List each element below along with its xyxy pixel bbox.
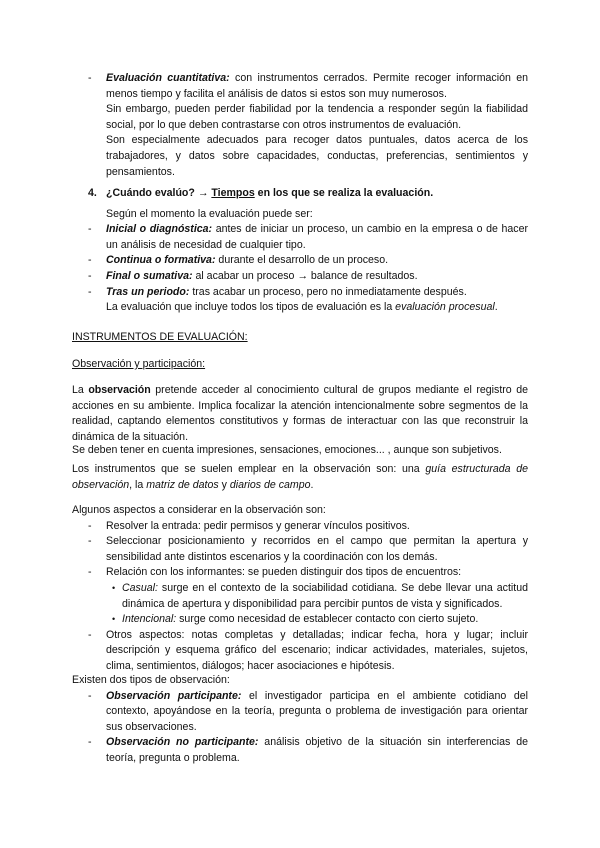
encounter-term: Casual: — [122, 581, 158, 594]
obs-p3-mid-2: y — [218, 478, 230, 491]
obs-p3-mid-1: , la — [129, 478, 147, 491]
eval-cuantitativa-item — [72, 71, 528, 102]
q4-heading — [72, 186, 528, 202]
q4-number: 4. — [88, 187, 97, 199]
aspect-item — [72, 628, 528, 675]
dash-bullet: - — [88, 72, 92, 84]
dash-bullet: - — [88, 254, 92, 267]
aspect-item — [72, 565, 528, 581]
q4-item — [72, 269, 528, 285]
eval-cuantitativa-section — [72, 71, 528, 180]
q4-closing-term: evaluación procesual — [395, 301, 495, 314]
aspect-item — [72, 534, 528, 565]
obs-p1-pre: La — [72, 384, 89, 396]
q4-closing — [72, 300, 528, 316]
types-intro: Existen dos tipos de observación: — [72, 674, 230, 686]
q4-item-term: Inicial o diagnóstica: — [106, 223, 213, 236]
q4-item-text: tras acabar un proceso, pero no inmediatamente después. — [189, 285, 467, 298]
eval-cuantitativa-text: con instrumentos cerrados. Permite recoger información en menos tiempo y facilita el análisis de datos si estos son muy numerosos. — [106, 72, 528, 100]
type-item — [72, 689, 528, 736]
dash-bullet: - — [88, 269, 92, 282]
dash-bullet: - — [88, 628, 92, 641]
q4-item-text: al acabar un proceso → balance de resultados. — [192, 269, 418, 282]
obs-p3-term-1: guía estructurada de observación — [72, 463, 528, 491]
aspects-intro: Algunos aspectos a considerar en la observación son: — [72, 504, 326, 516]
dash-bullet: - — [88, 535, 92, 548]
dash-bullet: - — [88, 519, 92, 532]
q4-item-text: antes de iniciar un proceso, un cambio en la empresa o de hacer un análisis de necesidad de cualquier tipo. — [106, 223, 528, 251]
type-item — [72, 735, 528, 766]
obs-p1-term: observación — [88, 384, 151, 396]
dash-bullet: - — [88, 736, 92, 749]
obs-p1-post: pretende acceder al conocimiento cultural de grupos mediante el registro de acciones en su ambiente. Implica focalizar la atención intencionalmente sobre segmentos de la realidad, captando elementos constitutivos y formas de interactuar con las que reconstruir la dinámica de la situación. — [72, 384, 529, 443]
q4-item — [72, 222, 528, 253]
eval-cuantitativa-p3: Son especialmente adecuados para recoger datos puntuales, datos acerca de los trabajadores, y datos sobre capacidades, conductas, preferencias, sentimientos y pensamientos. — [106, 134, 528, 178]
aspect-text: Otros aspectos: notas completas y detalladas; indicar fecha, hora y lugar; incluir descripción y esquema gráfico del escenario; indicar actividades, materiales, sujetos, clima, sentimientos, diálogos; hacer asociaciones e hipótesis. — [106, 628, 528, 672]
obs-p3-term-2: matriz de datos — [146, 478, 219, 491]
bullet-icon: • — [112, 582, 116, 593]
dash-bullet: - — [88, 566, 92, 579]
observacion-heading: Observación y participación: — [72, 358, 206, 370]
q4-item — [72, 285, 528, 301]
eval-cuantitativa-term: Evaluación cuantitativa: — [106, 72, 230, 84]
aspect-item — [72, 519, 528, 535]
dash-bullet: - — [88, 689, 92, 702]
type-text: el investigador participa en el ambiente cotidiano del contexto, apoyándose en la teoría, pregunta o problema de investigación para orientar sus observaciones. — [106, 689, 528, 733]
type-term: Observación participante: — [106, 689, 242, 702]
bullet-icon: • — [112, 614, 116, 625]
eval-cuantitativa-p2: Sin embargo, pueden perder fiabilidad por la tendencia a responder según la fiabilidad social, por lo que deben contrastarse con otros instrumentos de evaluación. — [106, 103, 528, 131]
types-section — [72, 673, 528, 767]
encounter-text: surge en el contexto de la sociabilidad cotidiana. Se debe llevar una actitud dinámica de apertura y disponibilidad para percibir puntos de vista y significados. — [122, 581, 528, 610]
type-term: Observación no participante: — [106, 736, 259, 749]
q4-closing-pre: La evaluación que incluye todos los tipos de evaluación es la — [106, 301, 396, 314]
encounter-item — [72, 581, 528, 612]
q4-item-term: Final o sumativa: — [106, 269, 193, 282]
q4-item-term: Continua o formativa: — [106, 254, 216, 267]
encounter-item — [72, 612, 528, 628]
q4-item-term: Tras un periodo: — [106, 285, 190, 298]
q4-item-text: durante el desarrollo de un proceso. — [215, 254, 389, 267]
observacion-paragraph-3 — [72, 462, 528, 493]
aspect-text: Seleccionar posicionamiento y recorridos en el campo que permitan la apertura y sensibilidad ante distintos escenarios y la coordinación con los demás. — [106, 535, 528, 563]
aspects-section — [72, 503, 528, 675]
encounter-term: Intencional: — [122, 613, 177, 626]
observacion-paragraph-2: Se deben tener en cuenta impresiones, sensaciones, emociones... , aunque son subjetivos. — [72, 444, 502, 456]
type-text: análisis objetivo de la situación sin interferencias de teoría, pregunta o problema. — [106, 736, 528, 764]
obs-p3-term-3: diarios de campo — [229, 478, 311, 491]
obs-p3-post: . — [310, 478, 314, 491]
q4-intro: Según el momento la evaluación puede ser: — [106, 207, 313, 220]
observacion-paragraph — [72, 383, 528, 445]
obs-p3-pre: Los instrumentos que se suelen emplear en la observación son: una — [72, 463, 426, 475]
q4-section — [72, 186, 528, 316]
encounter-text: surge como necesidad de establecer contacto con cierto sujeto. — [176, 613, 479, 626]
q4-rest: en los que se realiza la evaluación. — [254, 187, 434, 199]
q4-item — [72, 253, 528, 269]
q4-closing-post: . — [494, 301, 498, 314]
aspect-text: Resolver la entrada: pedir permisos y generar vínculos positivos. — [106, 519, 410, 532]
aspect-text: Relación con los informantes: se pueden distinguir dos tipos de encuentros: — [106, 566, 462, 579]
q4-question: ¿Cuándo evalúo? → — [106, 187, 212, 199]
q4-keyword: Tiempos — [211, 187, 255, 199]
dash-bullet: - — [88, 285, 92, 298]
dash-bullet: - — [88, 223, 92, 236]
instrumentos-heading: INSTRUMENTOS DE EVALUACIÓN: — [72, 331, 248, 343]
